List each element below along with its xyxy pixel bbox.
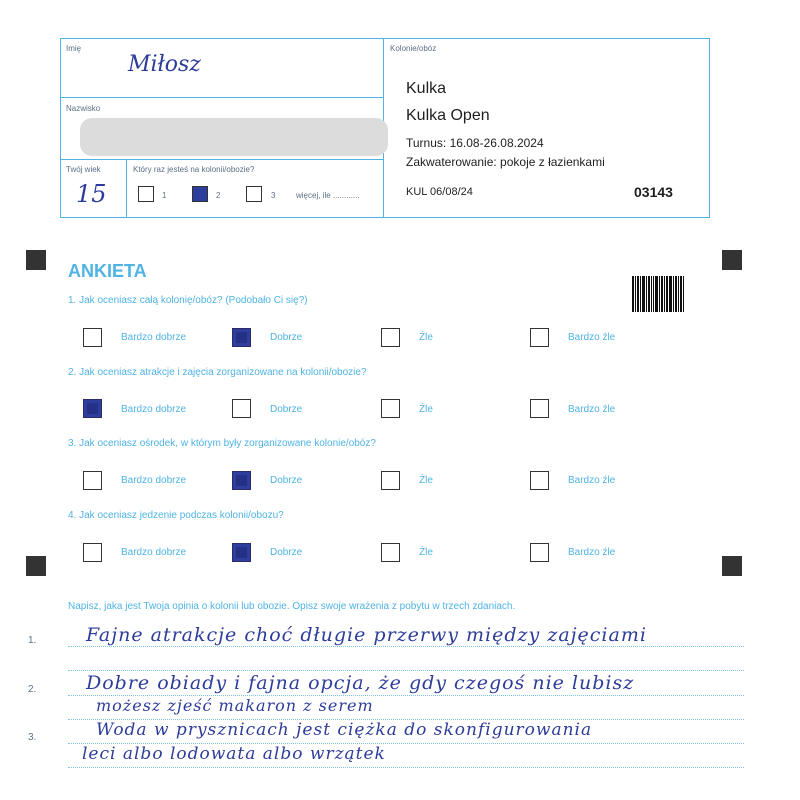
q1-option-dobrze-checkbox[interactable]: [232, 328, 251, 347]
q2-option-bardzo-zle-checkbox[interactable]: [530, 399, 549, 418]
q1-option-dobrze-label: Dobrze: [270, 332, 303, 343]
q3-option-dobrze-label: Dobrze: [270, 475, 303, 486]
opinion-handwritten-line-2[interactable]: Dobre obiady i fajna opcja, że gdy czegoś nie lubisz: [86, 672, 635, 694]
q3-option-zle-checkbox[interactable]: [381, 471, 400, 490]
camp-name: Kulka: [406, 80, 447, 97]
q2-option-zle-label: Źle: [419, 404, 433, 415]
q4-option-bardzo-dobrze-label: Bardzo dobrze: [121, 547, 187, 558]
camp-turnus: Turnus: 16.08-26.08.2024: [406, 136, 544, 150]
q4-option-bardzo-dobrze-checkbox[interactable]: [83, 543, 102, 562]
registration-marker-top-right: [722, 250, 742, 270]
times-option-2-checkbox[interactable]: [192, 186, 208, 202]
times-option-1-checkbox[interactable]: [138, 186, 154, 202]
opinion-dotted-line: [68, 646, 744, 647]
q4-option-zle-label: Źle: [419, 547, 433, 558]
q1-option-zle-checkbox[interactable]: [381, 328, 400, 347]
q2-option-bardzo-dobrze-label: Bardzo dobrze: [121, 404, 187, 415]
q3-option-bardzo-zle-label: Bardzo źle: [568, 475, 616, 486]
q2-option-zle-checkbox[interactable]: [381, 399, 400, 418]
q4-option-bardzo-zle-checkbox[interactable]: [530, 543, 549, 562]
opinion-handwritten-line-3[interactable]: możesz zjeść makaron z serem: [96, 696, 374, 715]
q4-option-dobrze-label: Dobrze: [270, 547, 303, 558]
age-value[interactable]: 15: [76, 180, 107, 208]
q1-option-bardzo-zle-checkbox[interactable]: [530, 328, 549, 347]
registration-marker-bottom-right: [722, 556, 742, 576]
q3-option-bardzo-zle-checkbox[interactable]: [530, 471, 549, 490]
q1-option-zle-label: Źle: [419, 332, 433, 343]
form-divider-age: [126, 159, 127, 218]
q3-option-dobrze-checkbox[interactable]: [232, 471, 251, 490]
opinion-handwritten-line-1[interactable]: Fajne atrakcje choć długie przerwy między zajęciami: [86, 624, 647, 646]
opinion-dotted-line: [68, 670, 744, 671]
times-option-2-label: 2: [216, 191, 221, 200]
registration-marker-top-left: [26, 250, 46, 270]
camp-accommodation: Zakwaterowanie: pokoje z łazienkami: [406, 155, 605, 169]
surname-label: Nazwisko: [66, 104, 101, 113]
opinion-line-2-number: 2.: [28, 684, 37, 695]
form-divider-surname: [60, 159, 384, 160]
question-2-text: 2. Jak oceniasz atrakcje i zajęcia zorganizowane na kolonii/obozie?: [68, 367, 367, 378]
age-label: Twój wiek: [66, 165, 101, 174]
times-option-3-checkbox[interactable]: [246, 186, 262, 202]
q2-option-dobrze-label: Dobrze: [270, 404, 303, 415]
q2-option-bardzo-dobrze-checkbox[interactable]: [83, 399, 102, 418]
camp-code: KUL 06/08/24: [406, 186, 473, 198]
q1-option-bardzo-zle-label: Bardzo źle: [568, 332, 616, 343]
times-option-more-label: więcej, ile ............: [296, 191, 360, 200]
q3-option-bardzo-dobrze-checkbox[interactable]: [83, 471, 102, 490]
times-label: Który raz jesteś na kolonii/obozie?: [133, 165, 255, 174]
camp-label: Kolonie/obóz: [390, 44, 437, 53]
opinion-handwritten-line-5[interactable]: leci albo lodowata albo wrzątek: [82, 744, 386, 764]
form-divider-name: [60, 97, 384, 98]
opinion-dotted-line: [68, 767, 744, 768]
q4-option-bardzo-zle-label: Bardzo źle: [568, 547, 616, 558]
survey-title: ANKIETA: [68, 261, 147, 281]
q1-option-bardzo-dobrze-checkbox[interactable]: [83, 328, 102, 347]
q4-option-zle-checkbox[interactable]: [381, 543, 400, 562]
name-label: Imię: [66, 44, 82, 53]
q3-option-bardzo-dobrze-label: Bardzo dobrze: [121, 475, 187, 486]
question-1-text: 1. Jak oceniasz całą kolonię/obóz? (Podobało Ci się?): [68, 295, 308, 306]
times-option-3-label: 3: [271, 191, 276, 200]
surname-redaction: [80, 118, 388, 156]
question-3-text: 3. Jak oceniasz ośrodek, w którym były zorganizowane kolonie/obóz?: [68, 438, 376, 449]
question-4-text: 4. Jak oceniasz jedzenie podczas kolonii/obozu?: [68, 510, 284, 521]
q1-option-bardzo-dobrze-label: Bardzo dobrze: [121, 332, 187, 343]
opinion-line-1-number: 1.: [28, 635, 37, 646]
times-option-1-label: 1: [162, 191, 167, 200]
opinion-line-3-number: 3.: [28, 732, 37, 743]
name-value[interactable]: Miłosz: [128, 52, 201, 77]
q2-option-dobrze-checkbox[interactable]: [232, 399, 251, 418]
camp-number: 03143: [634, 184, 673, 200]
opinion-prompt: Napisz, jaka jest Twoja opinia o kolonii lub obozie. Opisz swoje wrażenia z pobytu w trzech zdaniach.: [68, 601, 516, 612]
registration-marker-bottom-left: [26, 556, 46, 576]
q3-option-zle-label: Źle: [419, 475, 433, 486]
camp-program: Kulka Open: [406, 107, 490, 124]
q2-option-bardzo-zle-label: Bardzo źle: [568, 404, 616, 415]
opinion-handwritten-line-4[interactable]: Woda w prysznicach jest ciężka do skonfigurowania: [96, 720, 593, 740]
q4-option-dobrze-checkbox[interactable]: [232, 543, 251, 562]
barcode: [632, 276, 688, 312]
